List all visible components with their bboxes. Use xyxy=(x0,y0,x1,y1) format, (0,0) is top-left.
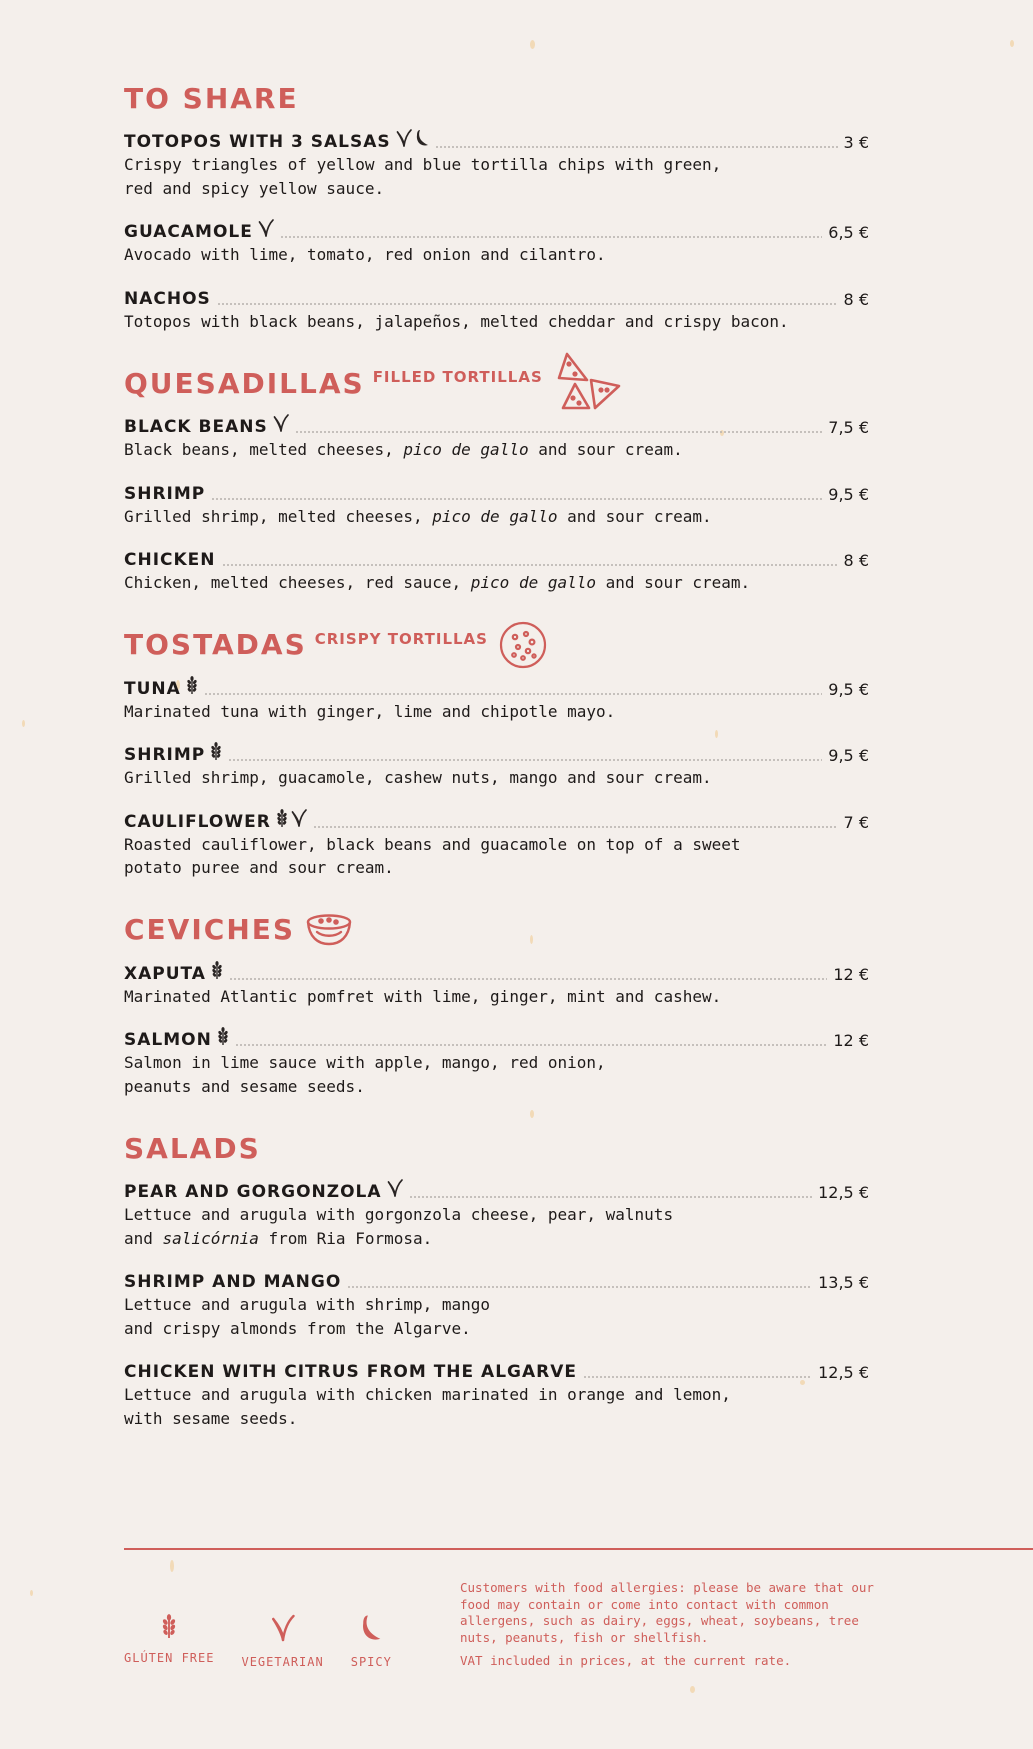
legend-spicy xyxy=(351,1614,392,1669)
dotted-leader xyxy=(228,758,822,762)
section-salads xyxy=(124,1128,869,1430)
paper-speck xyxy=(170,1560,174,1572)
section-title: TOSTADAS xyxy=(124,628,307,661)
item-name: BLACK BEANS xyxy=(124,417,268,437)
section-subtitle: CRISPY TORTILLAS xyxy=(314,629,488,648)
item-tags xyxy=(273,414,289,437)
item-title-line xyxy=(124,1270,869,1292)
menu-item xyxy=(124,743,869,790)
vat-text: VAT included in prices, at the current rate. xyxy=(460,1653,792,1668)
dietary-legend xyxy=(124,1614,392,1669)
legend-label: VEGETARIAN xyxy=(241,1655,324,1669)
section-header xyxy=(124,625,869,665)
item-name: SHRIMP xyxy=(124,483,206,504)
item-price: 3 € xyxy=(843,133,869,152)
dotted-leader xyxy=(280,235,822,239)
item-name: SHRIMP AND MANGO xyxy=(124,1272,342,1292)
item-description xyxy=(124,571,804,595)
menu-item xyxy=(124,482,869,529)
section-subtitle: FILLED TORTILLAS xyxy=(372,368,543,386)
dotted-leader xyxy=(204,692,822,696)
item-description: Crispy triangles of yellow and blue tortilla chips with green, red and spicy yellow sauce. xyxy=(124,155,722,198)
item-title-line xyxy=(124,677,869,699)
item-title-line xyxy=(124,220,869,242)
item-tags xyxy=(387,1179,403,1202)
item-name: GUACAMOLE xyxy=(124,222,253,242)
item-title-line xyxy=(124,482,869,504)
paper-speck xyxy=(22,720,25,727)
footer-divider xyxy=(124,1548,1033,1550)
wheat-icon xyxy=(276,809,288,832)
dotted-leader xyxy=(222,563,838,567)
dotted-leader xyxy=(211,497,822,501)
item-description: Lettuce and arugula with chicken marinated in orange and lemon, with sesame seeds. xyxy=(124,1385,731,1428)
dotted-leader xyxy=(217,302,838,306)
item-price: 7 € xyxy=(843,812,869,832)
item-title-line xyxy=(124,743,869,765)
item-description-emphasis: pico de gallo xyxy=(470,573,597,592)
item-price: 6,5 € xyxy=(828,223,869,242)
menu xyxy=(124,78,869,1460)
sprout-icon xyxy=(396,129,412,152)
item-description: Salmon in lime sauce with apple, mango, red onion, peanuts and sesame seeds. xyxy=(124,1053,606,1096)
menu-item xyxy=(124,1180,869,1250)
sprout-icon xyxy=(291,809,307,832)
item-price: 8 € xyxy=(843,289,869,309)
allergy-notice xyxy=(460,1580,880,1677)
legend-label: GLÚTEN FREE xyxy=(124,1651,215,1665)
dotted-leader xyxy=(409,1195,813,1199)
item-description: Lettuce and arugula with shrimp, mango and crispy almonds from the Algarve. xyxy=(124,1295,491,1338)
menu-item xyxy=(124,677,869,724)
dotted-leader xyxy=(235,1043,828,1047)
tostada-icon xyxy=(498,620,548,670)
item-name: SALMON xyxy=(124,1030,212,1050)
item-name: TUNA xyxy=(124,678,181,699)
item-description: Marinated tuna with ginger, lime and chipotle mayo. xyxy=(124,701,616,721)
menu-item xyxy=(124,1270,869,1340)
item-title-line xyxy=(124,548,869,570)
bowl-icon xyxy=(305,912,353,948)
dotted-leader xyxy=(583,1375,812,1379)
item-description xyxy=(124,1203,804,1250)
legend-label: SPICY xyxy=(350,1655,392,1669)
chili-icon xyxy=(360,1614,382,1647)
wheat-icon xyxy=(186,676,198,699)
item-tags xyxy=(396,129,429,152)
wheat-icon xyxy=(211,961,223,984)
item-title-line xyxy=(124,130,869,152)
legend-gluten-free xyxy=(124,1614,214,1669)
item-description-emphasis: pico de gallo xyxy=(403,440,529,459)
wheat-icon xyxy=(217,1027,229,1050)
menu-item xyxy=(124,810,869,880)
item-title-line xyxy=(124,1360,869,1382)
item-tags xyxy=(210,742,222,765)
wheat-icon xyxy=(161,1614,177,1643)
item-tags xyxy=(211,961,223,984)
item-tags xyxy=(217,1027,229,1050)
item-description: Avocado with lime, tomato, red onion and cilantro. xyxy=(124,245,606,264)
item-name: CHICKEN WITH CITRUS FROM THE ALGARVE xyxy=(124,1362,578,1382)
item-title-line xyxy=(124,962,869,984)
item-description-emphasis: salicórnia xyxy=(162,1228,259,1248)
item-description-text: and sour cream. xyxy=(557,506,712,526)
section-ceviches xyxy=(124,910,869,1099)
chili-icon xyxy=(415,129,429,152)
dotted-leader xyxy=(295,430,823,434)
section-title: TO SHARE xyxy=(124,81,299,115)
item-title-line xyxy=(124,287,869,309)
item-description-text: and sour cream. xyxy=(528,440,683,459)
menu-item xyxy=(124,962,869,1009)
item-title-line xyxy=(124,415,869,437)
section-quesadillas xyxy=(124,363,869,595)
item-description: Grilled shrimp, guacamole, cashew nuts, mango and sour cream. xyxy=(124,768,712,787)
paper-speck xyxy=(30,1590,33,1596)
paper-speck xyxy=(690,1686,695,1693)
item-name: PEAR AND GORGONZOLA xyxy=(124,1182,382,1202)
item-price: 9,5 € xyxy=(828,746,869,765)
sprout-icon xyxy=(271,1614,295,1647)
item-tags xyxy=(186,676,198,699)
section-title: SALADS xyxy=(124,1131,261,1165)
section-tostadas xyxy=(124,625,869,880)
item-price: 12 € xyxy=(833,1031,869,1050)
item-price: 12,5 € xyxy=(818,1183,869,1202)
item-name: XAPUTA xyxy=(124,963,206,984)
item-description-text: Grilled shrimp, melted cheeses, xyxy=(124,506,433,526)
item-tags xyxy=(258,219,274,242)
item-name: TOTOPOS WITH 3 SALSAS xyxy=(124,132,391,152)
item-price: 9,5 € xyxy=(828,484,869,504)
section-to-share xyxy=(124,78,869,333)
item-description-text: and sour cream. xyxy=(596,573,751,592)
tortilla-chips-icon xyxy=(553,350,623,416)
allergy-text: Customers with food allergies: please be aware that our food may contain or come into contact with common allergens, such as dairy, eggs, wheat, soybeans, tree nuts, peanuts, fish or shellfish. xyxy=(460,1580,874,1645)
section-header xyxy=(124,910,869,950)
item-price: 7,5 € xyxy=(828,418,869,437)
dotted-leader xyxy=(347,1285,812,1289)
section-header xyxy=(124,1128,869,1168)
menu-item xyxy=(124,415,869,462)
item-name: CHICKEN xyxy=(124,550,216,570)
menu-item xyxy=(124,1028,869,1098)
item-description-emphasis: pico de gallo xyxy=(432,506,558,526)
item-price: 12 € xyxy=(833,964,869,984)
item-price: 12,5 € xyxy=(818,1363,869,1382)
item-description: Marinated Atlantic pomfret with lime, ginger, mint and cashew. xyxy=(124,986,722,1006)
item-price: 9,5 € xyxy=(828,679,869,699)
section-title: CEVICHES xyxy=(124,913,296,946)
legend-vegetarian xyxy=(241,1614,323,1669)
item-tags xyxy=(276,809,307,832)
wheat-icon xyxy=(210,742,222,765)
item-name: CAULIFLOWER xyxy=(124,811,271,832)
item-name: SHRIMP xyxy=(124,745,206,765)
sprout-icon xyxy=(387,1179,403,1202)
paper-speck xyxy=(1010,40,1014,47)
item-description-text: from Ria Formosa. xyxy=(258,1228,433,1248)
section-header xyxy=(124,363,869,403)
sprout-icon xyxy=(273,414,289,437)
item-title-line xyxy=(124,1028,869,1050)
dotted-leader xyxy=(229,977,827,981)
item-description xyxy=(124,505,804,529)
menu-item xyxy=(124,548,869,595)
section-header xyxy=(124,78,869,118)
sprout-icon xyxy=(258,219,274,242)
item-description-text: Black beans, melted cheeses, xyxy=(124,440,404,459)
item-description: Roasted cauliflower, black beans and guacamole on top of a sweet potato puree and sour cream. xyxy=(124,834,741,877)
dotted-leader xyxy=(313,825,838,829)
menu-item xyxy=(124,1360,869,1430)
item-description-text: Chicken, melted cheeses, red sauce, xyxy=(124,573,471,592)
item-title-line xyxy=(124,810,869,832)
section-title: QUESADILLAS xyxy=(124,366,365,400)
item-name: NACHOS xyxy=(124,288,211,309)
item-description-text: Lettuce and arugula with gorgonzola cheese, pear, walnuts and xyxy=(124,1205,674,1248)
paper-speck xyxy=(530,40,535,49)
item-price: 13,5 € xyxy=(818,1273,869,1292)
item-description xyxy=(124,438,804,462)
item-price: 8 € xyxy=(843,551,869,570)
menu-item xyxy=(124,130,869,200)
item-title-line xyxy=(124,1180,869,1202)
item-description: Totopos with black beans, jalapeños, melted cheddar and crispy bacon. xyxy=(124,311,789,331)
menu-item xyxy=(124,287,869,334)
menu-item xyxy=(124,220,869,267)
dotted-leader xyxy=(435,145,838,149)
